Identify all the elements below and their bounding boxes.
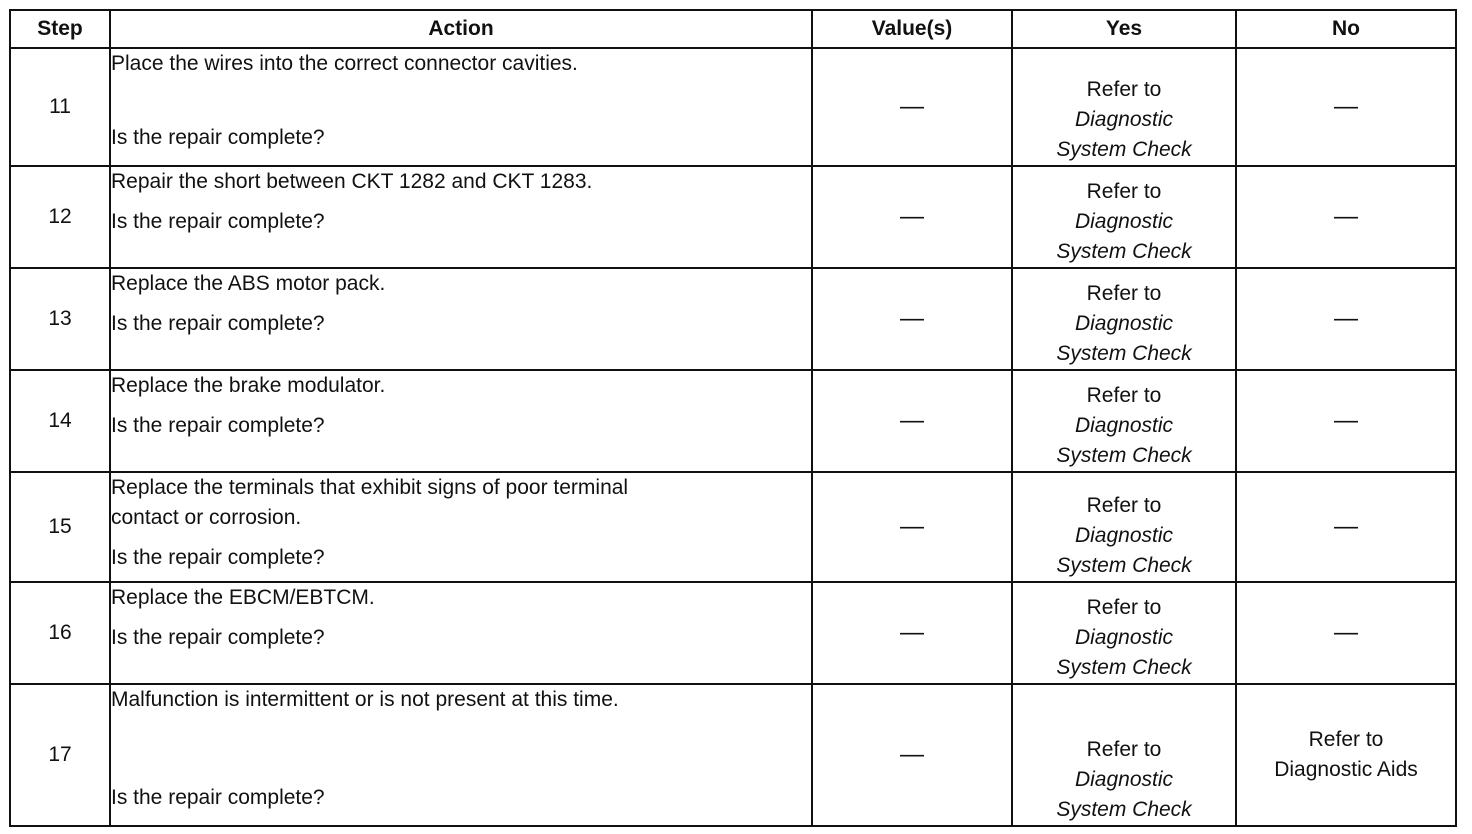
no-reference: Refer to bbox=[1308, 728, 1384, 751]
yes-reference: Refer to bbox=[1086, 738, 1162, 761]
no-reference: — bbox=[1334, 203, 1358, 230]
value-cell bbox=[812, 472, 1012, 582]
no-reference: — bbox=[1334, 407, 1358, 434]
yes-cell bbox=[1012, 582, 1236, 684]
action-cell bbox=[110, 268, 812, 370]
value-cell bbox=[812, 166, 1012, 268]
yes-reference: System Check bbox=[1056, 138, 1192, 161]
action-text: Replace the brake modulator. bbox=[111, 374, 386, 397]
yes-reference: Refer to bbox=[1086, 596, 1162, 619]
table-row bbox=[10, 268, 1456, 370]
header-values: Value(s) bbox=[812, 10, 1012, 48]
action-text: Replace the terminals that exhibit signs of poor terminal bbox=[111, 476, 629, 499]
no-reference: — bbox=[1334, 619, 1358, 646]
no-reference: — bbox=[1334, 93, 1358, 120]
action-text: Replace the EBCM/EBTCM. bbox=[111, 586, 375, 609]
no-cell bbox=[1236, 472, 1456, 582]
yes-reference: System Check bbox=[1056, 554, 1192, 577]
header-action: Action bbox=[110, 10, 812, 48]
no-cell bbox=[1236, 582, 1456, 684]
value-cell bbox=[812, 48, 1012, 166]
value-dash: — bbox=[900, 203, 924, 230]
yes-reference: Diagnostic bbox=[1074, 108, 1174, 131]
action-question: Is the repair complete? bbox=[111, 126, 325, 149]
step-number: 16 bbox=[10, 582, 110, 684]
step-number: 12 bbox=[10, 166, 110, 268]
value-cell bbox=[812, 370, 1012, 472]
yes-cell bbox=[1012, 268, 1236, 370]
action-question: Is the repair complete? bbox=[111, 414, 325, 437]
table-row bbox=[10, 48, 1456, 166]
yes-cell bbox=[1012, 684, 1236, 826]
yes-reference: Diagnostic bbox=[1074, 626, 1174, 649]
value-cell bbox=[812, 684, 1012, 826]
value-dash: — bbox=[900, 741, 924, 768]
value-dash: — bbox=[900, 305, 924, 332]
action-text: Malfunction is intermittent or is not present at this time. bbox=[111, 688, 619, 711]
yes-reference: System Check bbox=[1056, 240, 1192, 263]
value-cell bbox=[812, 582, 1012, 684]
action-cell bbox=[110, 582, 812, 684]
yes-reference: Diagnostic bbox=[1074, 768, 1174, 791]
yes-reference: System Check bbox=[1056, 444, 1192, 467]
header-row bbox=[10, 10, 1456, 48]
action-question: Is the repair complete? bbox=[111, 626, 325, 649]
table-row bbox=[10, 582, 1456, 684]
yes-reference: Diagnostic bbox=[1074, 524, 1174, 547]
value-dash: — bbox=[900, 513, 924, 540]
action-cell bbox=[110, 684, 812, 826]
action-text: Repair the short between CKT 1282 and CKT 1283. bbox=[111, 170, 593, 193]
yes-reference: Refer to bbox=[1086, 384, 1162, 407]
step-number: 11 bbox=[10, 48, 110, 166]
no-reference: — bbox=[1334, 305, 1358, 332]
action-cell bbox=[110, 472, 812, 582]
value-dash: — bbox=[900, 407, 924, 434]
header-step: Step bbox=[10, 10, 110, 48]
table-row bbox=[10, 472, 1456, 582]
no-cell bbox=[1236, 684, 1456, 826]
action-question: Is the repair complete? bbox=[111, 210, 325, 233]
action-question: Is the repair complete? bbox=[111, 546, 325, 569]
no-cell bbox=[1236, 166, 1456, 268]
yes-reference: Refer to bbox=[1086, 78, 1162, 101]
no-cell bbox=[1236, 48, 1456, 166]
yes-cell bbox=[1012, 472, 1236, 582]
action-text: Place the wires into the correct connector cavities. bbox=[111, 52, 578, 75]
action-text: Replace the ABS motor pack. bbox=[111, 272, 386, 295]
yes-reference: Refer to bbox=[1086, 494, 1162, 517]
yes-reference: Diagnostic bbox=[1074, 210, 1174, 233]
table-row bbox=[10, 684, 1456, 826]
yes-cell bbox=[1012, 370, 1236, 472]
step-number: 14 bbox=[10, 370, 110, 472]
no-reference: Diagnostic Aids bbox=[1274, 758, 1418, 781]
header-no: No bbox=[1236, 10, 1456, 48]
yes-reference: System Check bbox=[1056, 342, 1192, 365]
yes-reference: Diagnostic bbox=[1074, 414, 1174, 437]
no-reference: — bbox=[1334, 513, 1358, 540]
action-text: contact or corrosion. bbox=[111, 506, 302, 529]
no-cell bbox=[1236, 268, 1456, 370]
yes-reference: Refer to bbox=[1086, 282, 1162, 305]
step-number: 13 bbox=[10, 268, 110, 370]
yes-reference: System Check bbox=[1056, 798, 1192, 821]
header-yes: Yes bbox=[1012, 10, 1236, 48]
action-cell bbox=[110, 370, 812, 472]
value-dash: — bbox=[900, 619, 924, 646]
action-cell bbox=[110, 48, 812, 166]
action-question: Is the repair complete? bbox=[111, 786, 325, 809]
step-number: 17 bbox=[10, 684, 110, 826]
step-number: 15 bbox=[10, 472, 110, 582]
no-cell bbox=[1236, 370, 1456, 472]
action-cell bbox=[110, 166, 812, 268]
action-question: Is the repair complete? bbox=[111, 312, 325, 335]
value-dash: — bbox=[900, 93, 924, 120]
yes-reference: Refer to bbox=[1086, 180, 1162, 203]
yes-reference: Diagnostic bbox=[1074, 312, 1174, 335]
value-cell bbox=[812, 268, 1012, 370]
yes-reference: System Check bbox=[1056, 656, 1192, 679]
diagnostic-table bbox=[9, 9, 1457, 827]
yes-cell bbox=[1012, 48, 1236, 166]
table-row bbox=[10, 370, 1456, 472]
yes-cell bbox=[1012, 166, 1236, 268]
table-row bbox=[10, 166, 1456, 268]
